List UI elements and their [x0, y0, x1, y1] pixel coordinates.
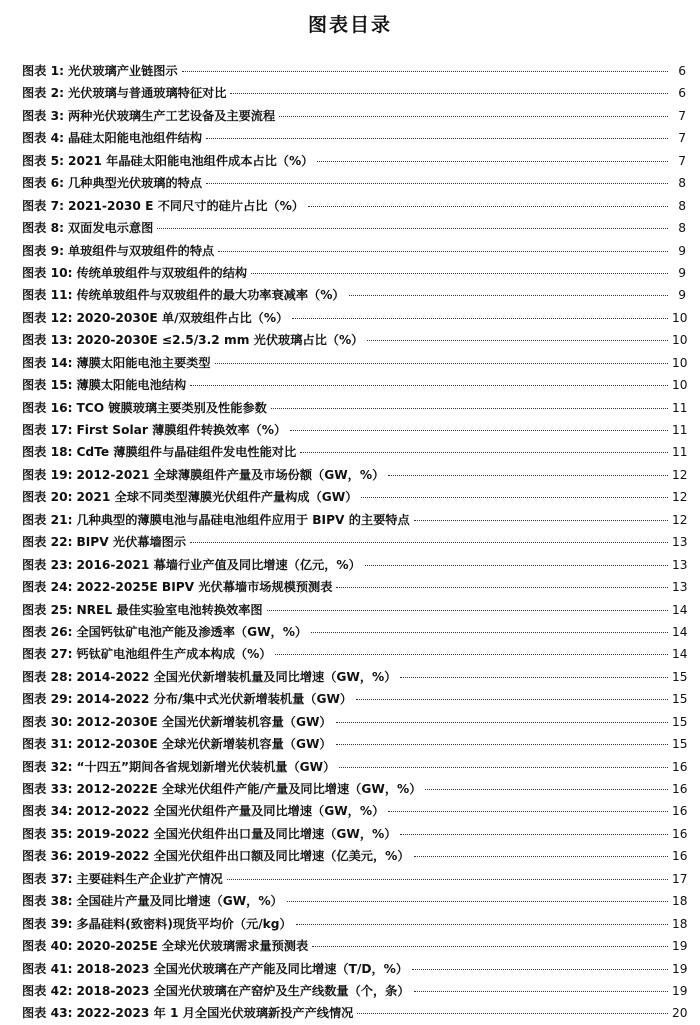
toc-entry-label: 图表 30: — [22, 714, 73, 729]
toc-entry-page: 12 — [672, 512, 688, 527]
toc-entry-page: 12 — [672, 490, 688, 505]
toc-entry[interactable] — [22, 1002, 686, 1024]
toc-entry[interactable] — [22, 823, 686, 845]
toc-entry-title: 2014-2022 分布/集中式光伏新增装机量（GW） — [76, 692, 353, 707]
toc-entry-title: 2012-2022 全国光伏组件产量及同比增速（GW，%） — [76, 804, 385, 819]
dot-leader — [227, 879, 668, 880]
toc-entry-label: 图表 2: — [22, 86, 64, 101]
toc-entry-title: 钙钛矿电池组件生产成本构成（%） — [76, 647, 272, 662]
toc-entry-title: NREL 最佳实验室电池转换效率图 — [76, 602, 263, 617]
toc-entry-label: 图表 33: — [22, 782, 73, 796]
toc-entry-page: 8 — [678, 176, 686, 191]
toc-entry[interactable] — [22, 307, 686, 329]
toc-entry-page: 7 — [678, 108, 686, 123]
toc-entry[interactable] — [22, 464, 686, 486]
dot-leader — [206, 183, 668, 184]
dot-leader — [218, 251, 668, 252]
toc-entry[interactable] — [22, 890, 686, 912]
toc-entry-label: 图表 37: — [22, 871, 73, 886]
page-title: 图表目录 — [307, 14, 392, 36]
toc-entry-title: 2012-2022E 全球光伏组件产能/产量及同比增速（GW，%） — [76, 782, 422, 796]
dot-leader — [339, 767, 668, 768]
toc-entry[interactable] — [22, 60, 686, 82]
toc-entry-title: BIPV 光伏幕墙图示 — [76, 535, 187, 550]
toc-entry[interactable] — [22, 756, 686, 778]
toc-entry-page: 19 — [672, 983, 688, 998]
dot-leader — [425, 789, 668, 790]
dot-leader — [215, 363, 668, 364]
toc-entry[interactable] — [22, 441, 686, 463]
toc-entry[interactable] — [22, 217, 686, 239]
toc-entry-title: 传统单玻组件与双玻组件的结构 — [76, 265, 248, 280]
dot-leader — [317, 161, 668, 162]
dot-leader — [292, 318, 668, 319]
toc-entry-label: 图表 1: — [22, 64, 64, 78]
toc-entry-title: 2019-2022 全国光伏组件出口量及同比增速（GW，%） — [76, 826, 397, 841]
toc-entry-label: 图表 14: — [22, 355, 73, 370]
toc-entry-label: 图表 16: — [22, 400, 73, 415]
toc-entry-title: 2021 全球不同类型薄膜光伏组件产量构成（GW） — [76, 490, 358, 505]
toc-entry[interactable] — [22, 374, 686, 396]
toc-entry-label: 图表 12: — [22, 310, 73, 325]
toc-entry-page: 8 — [678, 221, 686, 236]
toc-entry[interactable] — [22, 284, 686, 306]
toc-entry[interactable] — [22, 240, 686, 262]
toc-entry-label: 图表 19: — [22, 467, 73, 482]
toc-entry[interactable] — [22, 262, 686, 284]
toc-entry-page: 9 — [678, 243, 686, 258]
toc-entry-page: 16 — [672, 782, 688, 796]
toc-entry[interactable] — [22, 599, 686, 621]
toc-entry-label: 图表 23: — [22, 557, 73, 572]
toc-entry-page: 14 — [672, 647, 688, 662]
toc-entry[interactable] — [22, 172, 686, 194]
toc-entry-label: 图表 34: — [22, 804, 73, 819]
dot-leader — [367, 340, 668, 341]
dot-leader — [230, 93, 668, 94]
toc-entry-page: 11 — [672, 400, 688, 415]
toc-entry-page: 16 — [672, 826, 688, 841]
toc-entry-label: 图表 41: — [22, 961, 73, 976]
toc-entry-title: 2018-2023 全国光伏玻璃在产窑炉及生产线数量（个，条） — [76, 983, 410, 998]
toc-entry-title: 2022-2023 年 1 月全国光伏玻璃新投产产线情况 — [76, 1006, 354, 1021]
toc-entry-title: 光伏玻璃产业链图示 — [67, 64, 178, 78]
toc-entry[interactable] — [22, 329, 686, 351]
toc-entry-title: 薄膜太阳能电池结构 — [76, 378, 187, 393]
toc-entry-page: 15 — [672, 669, 688, 684]
toc-entry-page: 10 — [672, 355, 688, 370]
dot-leader — [206, 138, 668, 139]
toc-entry-label: 图表 22: — [22, 535, 73, 550]
toc-entry-page: 10 — [672, 333, 688, 348]
toc-entry-title: 2020-2030E 单/双玻组件占比（%） — [76, 310, 289, 325]
toc-entry-page: 9 — [678, 265, 686, 280]
toc-entry-title: “十四五”期间各省规划新增光伏装机量（GW） — [76, 759, 336, 774]
toc-entry-title: 全国钙钛矿电池产能及渗透率（GW，%） — [76, 624, 308, 639]
toc-entry-page: 7 — [678, 131, 686, 146]
dot-leader — [190, 385, 668, 386]
toc-entry[interactable] — [22, 195, 686, 217]
toc-entry[interactable] — [22, 621, 686, 643]
toc-entry-label: 图表 17: — [22, 423, 73, 437]
toc-entry-page: 15 — [672, 737, 688, 752]
toc-entry-label: 图表 27: — [22, 647, 73, 662]
toc-entry[interactable] — [22, 868, 686, 890]
dot-leader — [157, 228, 668, 229]
toc-entry-page: 6 — [678, 64, 686, 78]
toc-entry[interactable] — [22, 913, 686, 935]
toc-entry-page: 8 — [678, 198, 686, 213]
toc-entry-label: 图表 35: — [22, 826, 73, 841]
toc-entry-page: 13 — [672, 535, 688, 550]
dot-leader — [287, 901, 668, 902]
toc-entry-label: 图表 43: — [22, 1006, 73, 1021]
toc-entry-title: 2022-2025E BIPV 光伏幕墙市场规模预测表 — [76, 580, 333, 595]
toc-entry[interactable] — [22, 711, 686, 733]
toc-entry-page: 18 — [672, 916, 688, 931]
toc-entry-page: 10 — [672, 378, 688, 393]
toc-list — [22, 60, 686, 1025]
toc-entry[interactable] — [22, 958, 686, 980]
toc-entry[interactable] — [22, 980, 686, 1002]
toc-entry-page: 11 — [672, 445, 688, 460]
toc-entry-title: 主要硅料生产企业扩产情况 — [76, 871, 223, 886]
dot-leader — [336, 587, 668, 588]
toc-entry-page: 15 — [672, 692, 688, 707]
toc-entry-title: 光伏玻璃与普通玻璃特征对比 — [67, 86, 227, 101]
toc-entry-title: 2012-2030E 全球光伏新增装机容量（GW） — [76, 737, 332, 752]
dot-leader — [414, 856, 668, 857]
toc-entry-label: 图表 11: — [22, 288, 73, 303]
toc-entry-page: 18 — [672, 894, 688, 909]
toc-entry[interactable] — [22, 845, 686, 867]
toc-entry-label: 图表 4: — [22, 131, 64, 146]
dot-leader — [275, 654, 668, 655]
toc-entry-title: 双面发电示意图 — [67, 221, 154, 236]
toc-entry[interactable] — [22, 150, 686, 172]
toc-entry-title: 2021 年晶硅太阳能电池组件成本占比（%） — [67, 153, 314, 168]
toc-entry-page: 20 — [672, 1006, 688, 1021]
toc-entry-title: 多晶硅料(致密料)现货平均价（元/kg） — [76, 916, 292, 931]
dot-leader — [388, 811, 668, 812]
toc-entry-title: First Solar 薄膜组件转换效率（%） — [76, 423, 287, 437]
toc-entry-label: 图表 10: — [22, 265, 73, 280]
toc-entry-title: 单玻组件与双玻组件的特点 — [67, 243, 215, 258]
toc-entry-page: 15 — [672, 714, 688, 729]
toc-entry-page: 14 — [672, 624, 688, 639]
dot-leader — [190, 542, 668, 543]
toc-entry-title: 两种光伏玻璃生产工艺设备及主要流程 — [67, 108, 276, 123]
toc-entry[interactable] — [22, 531, 686, 553]
toc-entry-page: 19 — [672, 961, 688, 976]
toc-entry-page: 14 — [672, 602, 688, 617]
toc-entry-title: 2020-2030E ≤2.5/3.2 mm 光伏玻璃占比（%） — [76, 333, 364, 348]
toc-entry[interactable] — [22, 643, 686, 665]
toc-entry-title: TCO 镀膜玻璃主要类别及性能参数 — [76, 400, 267, 415]
toc-entry-label: 图表 3: — [22, 108, 64, 123]
toc-entry[interactable] — [22, 105, 686, 127]
toc-entry-title: 2012-2030E 全国光伏新增装机容量（GW） — [76, 714, 332, 729]
dot-leader — [357, 1013, 668, 1014]
dot-leader — [414, 520, 668, 521]
dot-leader — [388, 475, 668, 476]
dot-leader — [356, 699, 668, 700]
toc-entry-title: 2021-2030 E 不同尺寸的硅片占比（%） — [67, 198, 304, 213]
toc-entry-title: 2018-2023 全国光伏玻璃在产产能及同比增速（T/D，%） — [76, 961, 409, 976]
toc-entry-page: 6 — [678, 86, 686, 101]
dot-leader — [336, 744, 668, 745]
toc-entry-page: 9 — [678, 288, 686, 303]
toc-entry-page: 16 — [672, 849, 688, 864]
toc-entry-page: 19 — [672, 939, 688, 954]
toc-entry-label: 图表 29: — [22, 692, 73, 707]
toc-entry-page: 13 — [672, 580, 688, 595]
toc-entry-label: 图表 15: — [22, 378, 73, 393]
dot-leader — [279, 116, 668, 117]
dot-leader — [300, 452, 668, 453]
toc-entry-title: 薄膜太阳能电池主要类型 — [76, 355, 211, 370]
toc-entry-label: 图表 13: — [22, 333, 73, 348]
toc-entry[interactable] — [22, 576, 686, 598]
dot-leader — [182, 71, 668, 72]
toc-entry[interactable] — [22, 688, 686, 710]
toc-entry[interactable] — [22, 800, 686, 822]
toc-entry-title: 晶硅太阳能电池组件结构 — [67, 131, 203, 146]
toc-entry-label: 图表 20: — [22, 490, 73, 505]
dot-leader — [308, 206, 668, 207]
toc-entry-title: CdTe 薄膜组件与晶硅组件发电性能对比 — [76, 445, 297, 460]
toc-entry-title: 2014-2022 全国光伏新增装机量及同比增速（GW，%） — [76, 669, 397, 684]
dot-leader — [349, 295, 668, 296]
toc-entry[interactable] — [22, 778, 686, 800]
dot-leader — [365, 565, 668, 566]
dot-leader — [267, 610, 668, 611]
toc-entry-label: 图表 6: — [22, 176, 64, 191]
toc-entry-label: 图表 36: — [22, 849, 73, 864]
toc-entry-title: 2016-2021 幕墙行业产值及同比增速（亿元，%） — [76, 557, 361, 572]
toc-entry[interactable] — [22, 935, 686, 957]
dot-leader — [361, 497, 668, 498]
toc-entry-page: 17 — [672, 871, 688, 886]
toc-entry-title: 几种典型光伏玻璃的特点 — [67, 176, 203, 191]
dot-leader — [312, 946, 668, 947]
toc-entry-label: 图表 25: — [22, 602, 73, 617]
toc-entry-title: 几种典型的薄膜电池与晶硅电池组件应用于 BIPV 的主要特点 — [76, 512, 410, 527]
toc-entry-label: 图表 24: — [22, 580, 73, 595]
toc-entry-label: 图表 42: — [22, 983, 73, 998]
toc-entry-page: 16 — [672, 759, 688, 774]
toc-entry-page: 11 — [672, 423, 688, 437]
dot-leader — [290, 430, 668, 431]
toc-entry-page: 10 — [672, 310, 688, 325]
dot-leader — [271, 408, 668, 409]
dot-leader — [296, 924, 668, 925]
toc-entry-label: 图表 8: — [22, 221, 64, 236]
dot-leader — [400, 834, 668, 835]
toc-entry[interactable] — [22, 509, 686, 531]
toc-entry-label: 图表 5: — [22, 153, 64, 168]
dot-leader — [414, 991, 668, 992]
toc-entry[interactable] — [22, 397, 686, 419]
dot-leader — [336, 722, 668, 723]
toc-entry-title: 2020-2025E 全球光伏玻璃需求量预测表 — [76, 939, 309, 954]
toc-entry-label: 图表 28: — [22, 669, 73, 684]
dot-leader — [251, 273, 668, 274]
toc-entry-label: 图表 38: — [22, 894, 73, 909]
toc-entry-title: 2012-2021 全球薄膜组件产量及市场份额（GW，%） — [76, 467, 385, 482]
toc-entry-label: 图表 39: — [22, 916, 73, 931]
dot-leader — [400, 677, 668, 678]
toc-entry[interactable] — [22, 419, 686, 441]
toc-entry-label: 图表 40: — [22, 939, 73, 954]
toc-entry[interactable] — [22, 82, 686, 104]
toc-entry-title: 2019-2022 全国光伏组件出口额及同比增速（亿美元，%） — [76, 849, 410, 864]
toc-entry-page: 16 — [672, 804, 688, 819]
dot-leader — [412, 969, 668, 970]
toc-entry-label: 图表 26: — [22, 624, 73, 639]
dot-leader — [311, 632, 668, 633]
toc-entry[interactable] — [22, 352, 686, 374]
toc-entry-label: 图表 7: — [22, 198, 64, 213]
toc-entry-title: 全国硅片产量及同比增速（GW，%） — [76, 894, 283, 909]
toc-entry[interactable] — [22, 666, 686, 688]
toc-entry[interactable] — [22, 127, 686, 149]
toc-entry-page: 13 — [672, 557, 688, 572]
toc-entry-title: 传统单玻组件与双玻组件的最大功率衰减率（%） — [76, 288, 345, 303]
toc-entry-label: 图表 31: — [22, 737, 73, 752]
toc-entry-label: 图表 18: — [22, 445, 73, 460]
toc-entry-label: 图表 9: — [22, 243, 64, 258]
toc-entry-label: 图表 32: — [22, 759, 73, 774]
toc-entry-label: 图表 21: — [22, 512, 73, 527]
toc-entry-page: 7 — [678, 153, 686, 168]
toc-entry[interactable] — [22, 486, 686, 508]
toc-entry[interactable] — [22, 554, 686, 576]
toc-entry[interactable] — [22, 733, 686, 755]
toc-entry-page: 12 — [672, 467, 688, 482]
